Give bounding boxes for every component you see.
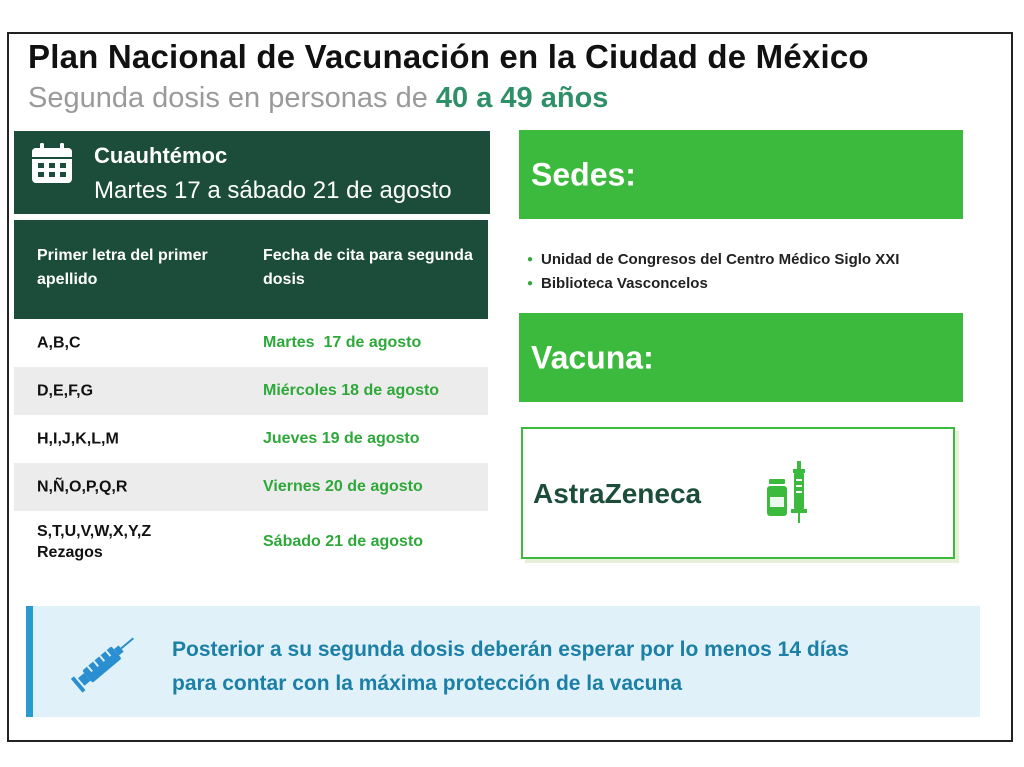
calendar-icon	[30, 141, 74, 185]
row-date: Viernes 20 de agosto	[263, 478, 423, 495]
table-row	[14, 511, 488, 573]
subtitle-age-range: 40 a 49 años	[435, 82, 609, 114]
note-accent-bar	[26, 606, 33, 717]
row-date: Jueves 19 de agosto	[263, 430, 420, 447]
row-letters: A,B,C	[37, 334, 81, 352]
table-row	[14, 415, 488, 463]
vaccine-box	[521, 427, 955, 559]
table-row	[14, 367, 488, 415]
vacuna-heading: Vacuna:	[531, 339, 654, 375]
note-text	[172, 633, 962, 701]
sedes-banner	[519, 130, 963, 219]
note-line-1: Posterior a su segunda dosis deberán esperar por lo menos 14 días	[172, 638, 849, 661]
column-header-date: Fecha de cita para segunda dosis	[263, 247, 473, 288]
row-letters: N,Ñ,O,P,Q,R	[37, 478, 128, 496]
row-date: Sábado 21 de agosto	[263, 533, 424, 550]
row-date: Martes 17 de agosto	[263, 334, 422, 351]
sedes-list	[527, 248, 899, 296]
row-date: Miércoles 18 de agosto	[263, 382, 440, 399]
info-note	[26, 606, 980, 717]
vaccine-vial-icon	[763, 459, 813, 525]
row-letters: H,I,J,K,L,M	[37, 430, 119, 448]
list-item: ● Unidad de Congresos del Centro Médico Siglo XXI	[527, 248, 899, 272]
page-title: Plan Nacional de Vacunación en la Ciudad de México	[28, 38, 869, 75]
table-row	[14, 463, 488, 511]
table-row	[14, 319, 488, 367]
schedule-header	[14, 131, 490, 214]
alcaldia-name: Cuauhtémoc	[94, 143, 228, 168]
row-letters: D,E,F,G	[37, 382, 94, 400]
row-letters	[37, 521, 151, 563]
table-header	[14, 220, 488, 319]
page-subtitle	[28, 82, 608, 115]
vaccine-brand: AstraZeneca	[533, 478, 702, 509]
column-header-letter: Primer letra del primer apellido	[37, 247, 208, 288]
sedes-heading: Sedes:	[531, 156, 636, 192]
row-letters-rezagos: Rezagos	[37, 544, 103, 561]
row-letters-main: S,T,U,V,W,X,Y,Z	[37, 523, 152, 540]
subtitle-prefix: Segunda dosis en personas de	[28, 82, 428, 114]
note-line-2: para contar con la máxima protección de la vacuna	[172, 672, 683, 695]
syringe-icon	[66, 626, 144, 698]
list-item: ● Biblioteca Vasconcelos	[527, 272, 899, 296]
vacuna-banner	[519, 313, 963, 402]
date-range: Martes 17 a sábado 21 de agosto	[94, 177, 452, 204]
